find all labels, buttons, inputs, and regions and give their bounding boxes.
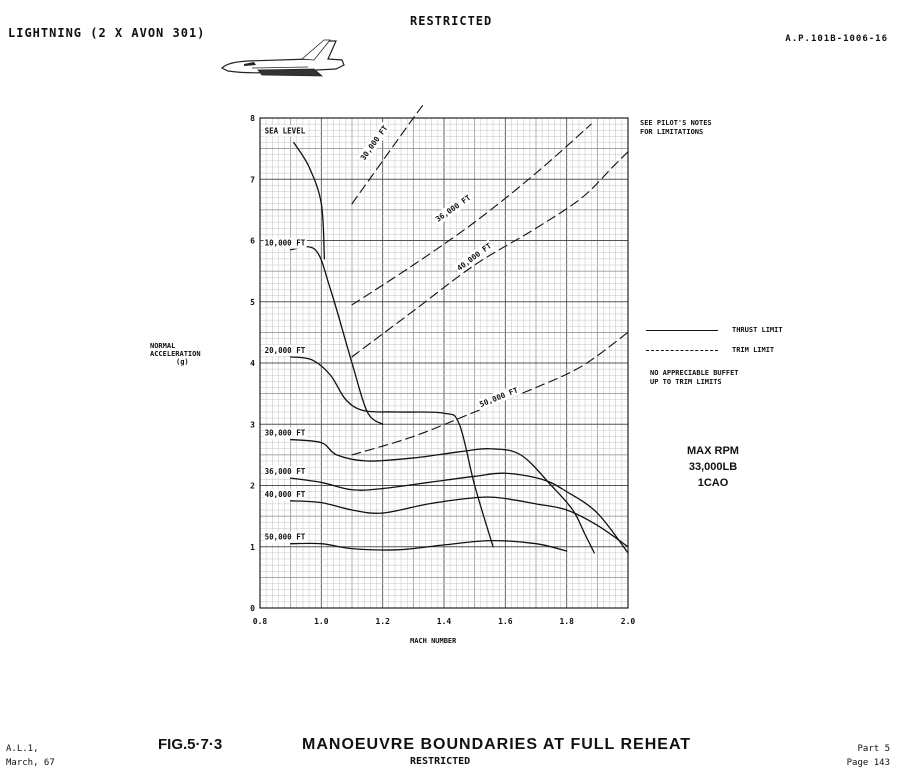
thrust-altitude-label: 50,000 FT xyxy=(264,532,306,542)
buffet-note-line2: UP TO TRIM LIMITS xyxy=(650,378,722,386)
publication-number: A.P.101B-1006-16 xyxy=(785,34,888,44)
trim-limit-line-36-000-ft xyxy=(352,124,591,305)
y-tick-label: 7 xyxy=(250,175,255,185)
thrust-limit-line-40-000-ft xyxy=(291,497,628,547)
pilot-notes xyxy=(640,119,712,137)
engine-conditions xyxy=(680,443,746,491)
thrust-altitude-label: 40,000 FT xyxy=(264,489,306,499)
y-tick-label: 8 xyxy=(250,114,255,123)
buffet-note xyxy=(650,369,739,387)
legend-trim-line xyxy=(646,350,718,351)
amendment-number: A.L.1, xyxy=(6,744,39,754)
thrust-altitude-label: 36,000 FT xyxy=(264,467,306,477)
thrust-altitude-label: 30,000 FT xyxy=(264,428,306,438)
thrust-altitude-label: 10,000 FT xyxy=(264,238,306,248)
x-tick-label: 0.8 xyxy=(252,617,268,626)
thrust-limit-line-50-000-ft xyxy=(291,541,567,551)
aircraft-title: LIGHTNING (2 X AVON 301) xyxy=(8,26,206,40)
figure-number: FIG.5·7·3 xyxy=(158,736,223,753)
y-axis-label-line1: NORMAL xyxy=(150,342,176,350)
x-axis-label: MACH NUMBER xyxy=(410,637,457,645)
page-number: Page 143 xyxy=(846,758,890,768)
y-tick-label: 6 xyxy=(250,236,255,246)
pilot-notes-line1: SEE PILOT'S NOTES xyxy=(640,119,712,127)
y-tick-label: 1 xyxy=(250,542,255,552)
x-tick-label: 1.4 xyxy=(436,617,452,626)
legend-thrust-line xyxy=(646,330,718,331)
trim-altitude-label: 50,000 FT xyxy=(478,385,520,409)
y-tick-label: 4 xyxy=(250,359,255,368)
trim-altitude-label: 40,000 FT xyxy=(455,241,494,273)
y-tick-label: 0 xyxy=(250,604,255,613)
condition-rpm: MAX RPM xyxy=(687,445,739,457)
footer-classification: RESTRICTED xyxy=(410,756,471,767)
trim-altitude-label: 36,000 FT xyxy=(433,193,473,224)
x-tick-label: 1.2 xyxy=(375,617,390,626)
y-axis-label xyxy=(150,342,201,366)
y-tick-label: 3 xyxy=(250,420,255,430)
header-classification: RESTRICTED xyxy=(410,14,493,28)
amendment-date: March, 67 xyxy=(6,758,55,768)
condition-weight: 33,000LB xyxy=(688,461,738,473)
thrust-limit-line-30-000-ft xyxy=(291,440,595,553)
buffet-note-line1: NO APPRECIABLE BUFFET xyxy=(650,369,739,377)
part-number: Part 5 xyxy=(857,744,890,754)
x-tick-label: 1.6 xyxy=(498,617,513,626)
legend-trim-label: TRIM LIMIT xyxy=(732,346,775,354)
x-tick-label: 2.0 xyxy=(620,617,636,626)
thrust-altitude-label: SEA LEVEL xyxy=(264,126,306,136)
chart-grid xyxy=(260,118,628,608)
figure-caption: MANOEUVRE BOUNDARIES AT FULL REHEAT xyxy=(302,736,692,753)
y-axis-label-line2: ACCELERATION xyxy=(150,350,201,358)
y-axis-label-line3: (g) xyxy=(176,358,189,366)
y-tick-label: 2 xyxy=(250,481,255,491)
page-info xyxy=(847,742,890,770)
thrust-altitude-label: 20,000 FT xyxy=(264,345,306,355)
thrust-limit-line-10-000-ft xyxy=(291,247,383,425)
legend-thrust-label: THRUST LIMIT xyxy=(732,326,783,334)
pilot-notes-line2: FOR LIMITATIONS xyxy=(640,128,704,136)
amendment-info xyxy=(6,742,55,770)
y-tick-label: 5 xyxy=(250,297,255,307)
x-tick-label: 1.8 xyxy=(559,617,574,626)
x-tick-label: 1.0 xyxy=(314,617,329,626)
condition-cao: 1CAO xyxy=(697,477,729,489)
trim-altitude-label: 30,000 FT xyxy=(358,123,390,163)
